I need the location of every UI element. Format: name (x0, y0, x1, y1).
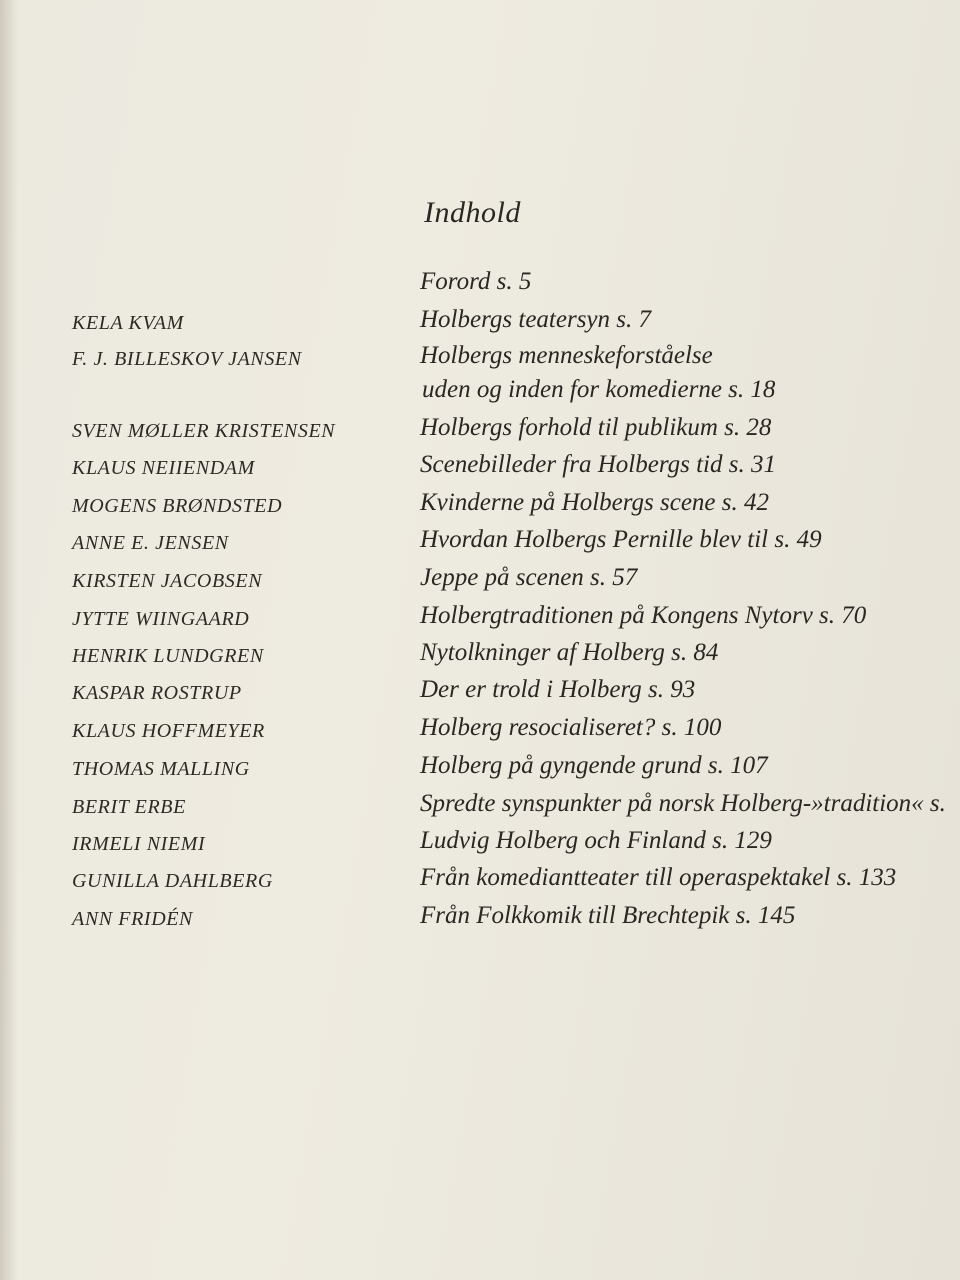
entry-title: Jeppe på scenen s. 57 (420, 564, 638, 591)
entry-title: Från komediantteater till operaspektakel s. 133 (420, 864, 897, 891)
toc-entry (0, 489, 960, 523)
entry-author: KELA KVAM (72, 312, 184, 334)
toc-entry (0, 902, 960, 936)
entry-author: KLAUS NEIIENDAM (72, 457, 255, 479)
entry-author: JYTTE WIINGAARD (72, 608, 250, 630)
toc-entry (0, 864, 960, 898)
entry-author: SVEN MØLLER KRISTENSEN (72, 420, 336, 442)
entry-title: Holbergs teatersyn s. 7 (420, 306, 651, 333)
entry-author: BERIT ERBE (72, 796, 186, 818)
entry-author: KASPAR ROSTRUP (72, 682, 242, 704)
entry-title: Ludvig Holberg och Finland s. 129 (420, 827, 772, 854)
entry-title: Holberg resocialiseret? s. 100 (420, 714, 722, 741)
entry-title: Hvordan Holbergs Pernille blev til s. 49 (420, 526, 822, 553)
toc-entry (0, 827, 960, 861)
entry-title: Kvinderne på Holbergs scene s. 42 (420, 489, 770, 516)
toc-entry (0, 752, 960, 786)
entry-author: IRMELI NIEMI (72, 833, 206, 855)
entry-author: KLAUS HOFFMEYER (72, 720, 265, 742)
entry-title: Spredte synspunkter på norsk Holberg-»tradition« s. (420, 790, 946, 817)
page-title: Indhold (424, 196, 521, 229)
entry-title: Nytolkninger af Holberg s. 84 (420, 639, 719, 666)
entry-author: ANNE E. JENSEN (72, 532, 229, 554)
toc-entry (0, 564, 960, 598)
entry-author: ANN FRIDÉN (72, 908, 193, 930)
entry-title: Scenebilleder fra Holbergs tid s. 31 (420, 451, 776, 478)
entry-title: Holbergs menneskeforståelse (420, 342, 713, 369)
entry-author: MOGENS BRØNDSTED (72, 495, 283, 517)
toc-entry (0, 790, 960, 824)
table-of-contents (0, 268, 960, 948)
toc-entry (0, 526, 960, 560)
toc-entry (0, 306, 960, 340)
toc-entry (0, 414, 960, 448)
entry-author: HENRIK LUNDGREN (72, 645, 264, 667)
entry-title: Forord s. 5 (420, 268, 532, 295)
toc-entry (0, 714, 960, 748)
entry-title: Från Folkkomik till Brechtepik s. 145 (420, 902, 796, 929)
toc-entry (0, 639, 960, 673)
entry-author: KIRSTEN JACOBSEN (72, 570, 263, 592)
entry-author: GUNILLA DAHLBERG (72, 870, 273, 892)
entry-author: THOMAS MALLING (72, 758, 250, 780)
entry-title: Der er trold i Holberg s. 93 (420, 676, 696, 703)
entry-title: Holbergtraditionen på Kongens Nytorv s. 70 (420, 602, 867, 629)
toc-entry (0, 676, 960, 710)
toc-entry (0, 602, 960, 636)
entry-title: Holbergs forhold til publikum s. 28 (420, 414, 772, 441)
entry-author: F. J. BILLESKOV JANSEN (72, 348, 302, 370)
entry-title-continued: uden og inden for komedierne s. 18 (422, 376, 776, 403)
toc-entry (0, 451, 960, 485)
toc-entry (0, 342, 960, 414)
entry-title: Holberg på gyngende grund s. 107 (420, 752, 768, 779)
toc-entry (0, 268, 960, 302)
